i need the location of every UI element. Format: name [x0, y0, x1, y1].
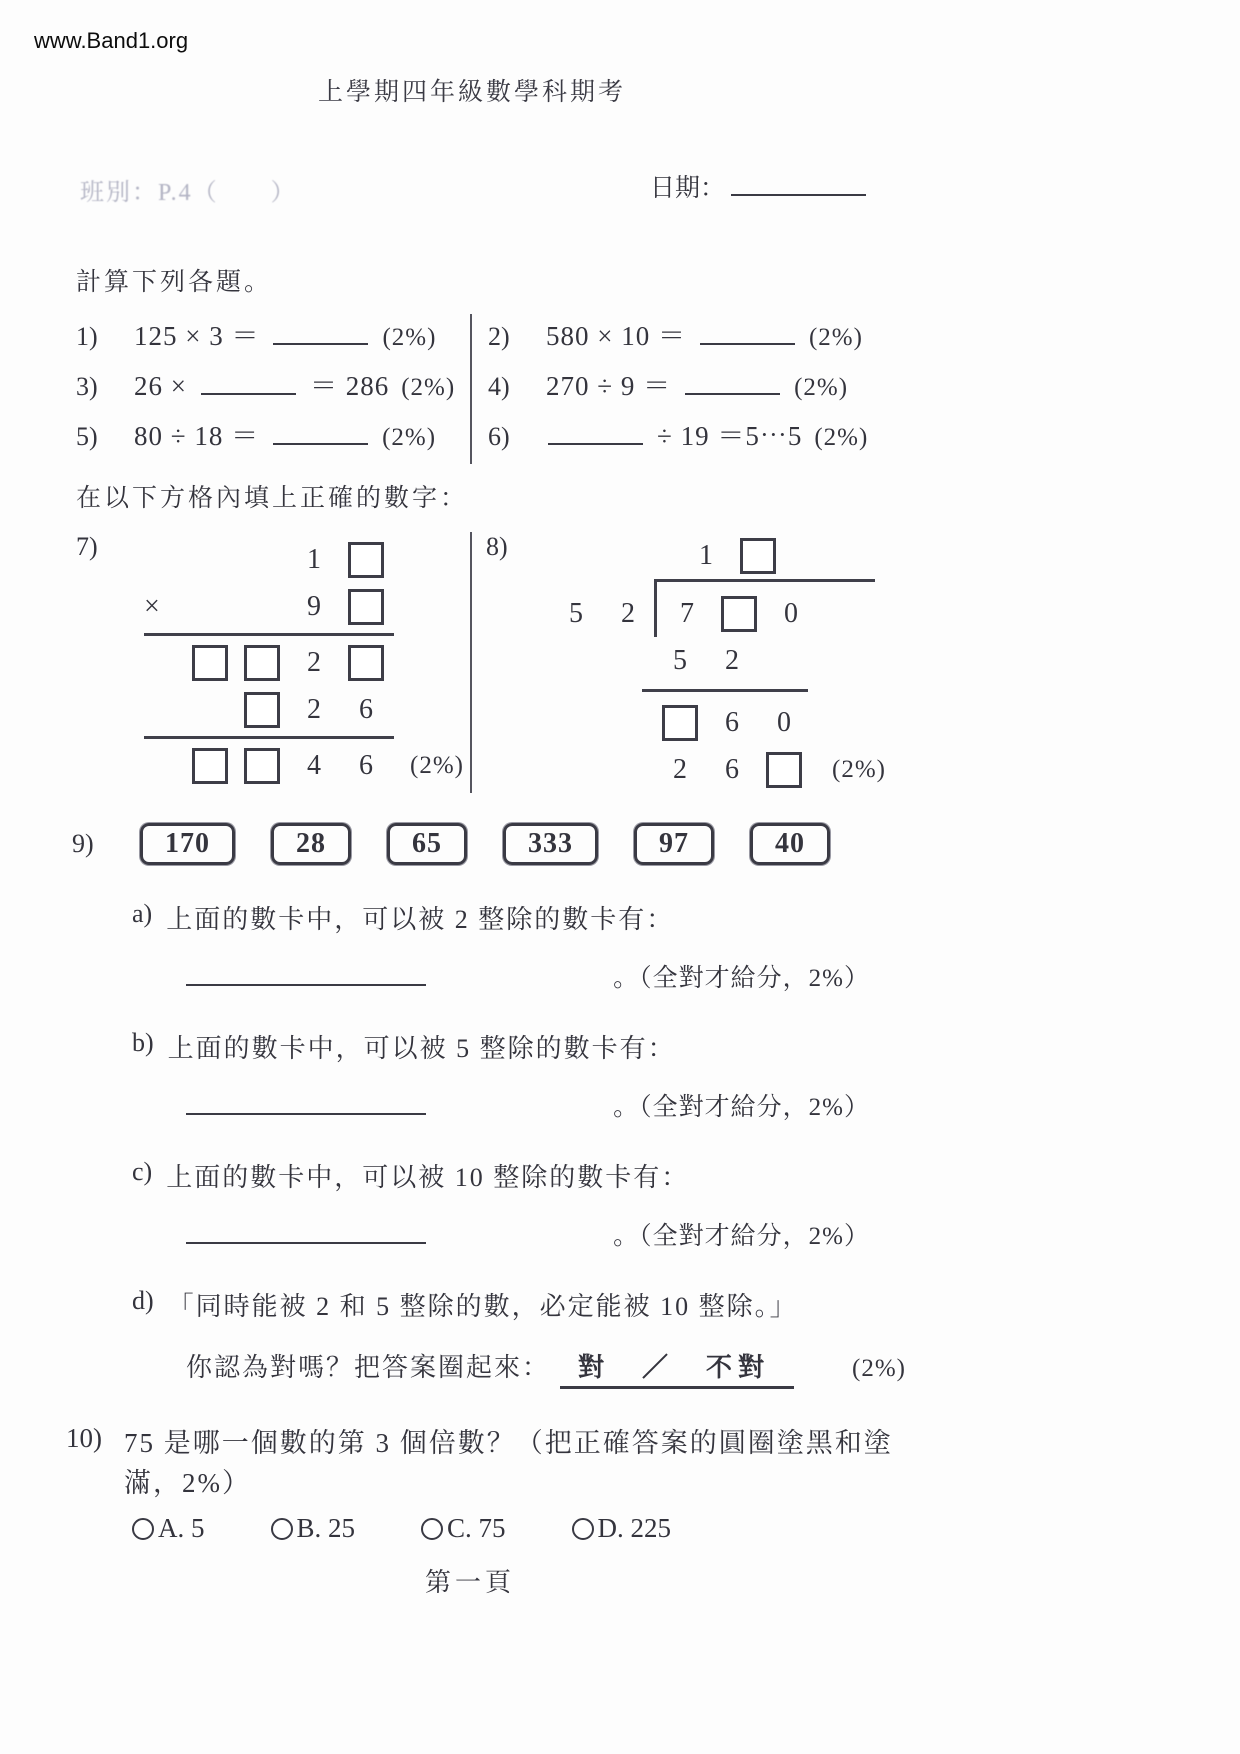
question-3-mark: (2%) [401, 374, 456, 401]
mul-digit: 9 [307, 590, 321, 622]
question-9c-text: 上面的數卡中，可以被 10 整除的數卡有： [166, 1163, 690, 1192]
option-a[interactable] [132, 1513, 205, 1544]
fill-box[interactable] [740, 538, 776, 574]
question-9 [72, 823, 1240, 865]
section1-instruction: 計算下列各題。 [76, 269, 273, 296]
division-work-row-3 [654, 746, 886, 793]
division-bracket [654, 579, 875, 637]
question-9a-label: a) [132, 899, 153, 928]
question-9b-answer-row [186, 1087, 870, 1123]
class-label: 班別：P.4（ ） [80, 180, 297, 206]
question-6-expression-tail: ÷ 19 ＝5⋯5 [657, 421, 803, 451]
question-9b-label: b) [132, 1028, 154, 1057]
number-cards [140, 823, 830, 865]
number-card: 40 [750, 823, 830, 865]
question-10-text-line2: 滿，2%） [124, 1468, 251, 1498]
mul-row-multiplier [144, 583, 464, 630]
division-rule-line [642, 689, 808, 692]
question-7-mark: (2%) [410, 751, 464, 779]
mul-row-multiplicand [144, 536, 464, 583]
mul-cell-empty [236, 536, 288, 583]
mul-cell-empty [184, 583, 236, 630]
question-1-mark: (2%) [382, 324, 437, 351]
question-9c-answer-blank[interactable] [186, 1218, 426, 1244]
div-digit: 2 [725, 644, 739, 676]
question-5-answer-blank[interactable] [273, 419, 368, 445]
question-9d-answer-row [186, 1347, 1240, 1389]
division-worksheet [550, 532, 886, 793]
question-9d-mark: (2%) [852, 1355, 907, 1382]
question-5 [76, 414, 470, 464]
mul-rule-line [144, 736, 394, 739]
mul-digit: 2 [307, 646, 321, 678]
division-main-row [550, 579, 886, 637]
question-9c [132, 1157, 1240, 1194]
question-3-expression-tail: ＝ 286 [309, 371, 390, 401]
question-9b-text: 上面的數卡中，可以被 5 整除的數卡有： [167, 1034, 676, 1063]
mul-cell [340, 639, 392, 686]
question-9d-prompt: 你認為對嗎？把答案圈起來： [186, 1353, 551, 1382]
page-number: 第一頁 [424, 1568, 515, 1597]
question-1 [76, 314, 470, 364]
fill-box[interactable] [721, 596, 757, 632]
radio-circle-icon[interactable] [271, 1518, 293, 1540]
date-field [650, 168, 866, 204]
question-4-answer-blank[interactable] [685, 369, 780, 395]
division-work-row-1 [654, 637, 886, 684]
mul-row-partial-1 [144, 639, 464, 686]
question-8-mark: (2%) [832, 755, 886, 783]
question-1-expression: 125 × 3 ＝ [134, 321, 260, 351]
question-2-answer-blank[interactable] [700, 319, 795, 345]
mul-cell [184, 639, 236, 686]
option-b[interactable] [271, 1513, 356, 1544]
number-card: 170 [140, 823, 235, 865]
question-9c-note: 。（全對才給分，2%） [613, 1223, 870, 1250]
division-work-row-2 [654, 699, 886, 746]
question-1-number: 1) [76, 322, 98, 351]
question-10-text [124, 1423, 893, 1503]
option-d-label: D. 225 [597, 1513, 672, 1543]
question-9d-label: d) [132, 1286, 154, 1315]
question-9d [132, 1286, 1240, 1323]
division-quotient-row [680, 532, 886, 579]
multiplication-worksheet [144, 536, 464, 789]
question-5-number: 5) [76, 422, 98, 451]
question-3 [76, 364, 470, 414]
question-6-answer-blank[interactable] [548, 419, 643, 445]
question-9-number: 9) [72, 829, 94, 858]
div-cell [732, 532, 784, 579]
calc-questions [76, 314, 1240, 464]
mul-cell [340, 536, 392, 583]
mul-digit: 1 [307, 543, 321, 575]
watermark: www.Band1.org [34, 28, 189, 53]
question-6-mark: (2%) [814, 424, 869, 451]
mul-digit: 4 [307, 749, 321, 781]
question-2-mark: (2%) [808, 324, 863, 351]
exam-title: 上學期四年級數學科期考 [318, 79, 627, 106]
option-c-label: C. 75 [447, 1513, 506, 1543]
mul-cell [236, 686, 288, 733]
div-digit: 0 [777, 706, 791, 738]
question-9a-answer-row [186, 958, 870, 994]
fill-box[interactable] [766, 752, 802, 788]
radio-circle-icon[interactable] [421, 1518, 443, 1540]
mul-cell [236, 639, 288, 686]
number-card: 65 [387, 823, 467, 865]
question-4-number: 4) [488, 372, 510, 401]
div-cell [713, 590, 765, 637]
question-4 [488, 364, 910, 414]
question-9c-answer-row [186, 1216, 870, 1252]
question-8 [470, 532, 1010, 793]
question-9d-quote: 「同時能被 2 和 5 整除的數，必定能被 10 整除。」 [167, 1292, 798, 1321]
question-9b-note: 。（全對才給分，2%） [613, 1094, 870, 1121]
question-2-number: 2) [488, 322, 510, 351]
question-6 [488, 414, 910, 464]
div-cell [654, 699, 706, 746]
division-work-area [654, 637, 886, 793]
date-answer-blank[interactable] [731, 170, 866, 196]
question-3-answer-blank[interactable] [201, 369, 296, 395]
mul-cell-empty [144, 639, 184, 686]
question-10-number: 10) [66, 1423, 102, 1453]
question-10-text-line1: 75 是哪一個數的第 3 個倍數？（把正確答案的圓圈塗黑和塗 [124, 1428, 893, 1458]
div-dividend-digit: 0 [784, 597, 798, 629]
fill-box[interactable] [348, 645, 384, 681]
question-10-options [132, 1513, 1240, 1544]
date-label: 日期： [650, 175, 726, 202]
mul-cell [340, 583, 392, 630]
question-9c-label: c) [132, 1157, 153, 1186]
question-3-expression: 26 × [134, 371, 187, 401]
question-7 [76, 532, 470, 793]
mul-row-product [144, 742, 464, 789]
question-2-expression: 580 × 10 ＝ [546, 321, 686, 351]
multiply-sign: × [144, 590, 160, 622]
question-1-answer-blank[interactable] [273, 319, 368, 345]
question-4-expression: 270 ÷ 9 ＝ [546, 371, 672, 401]
mul-cell [236, 742, 288, 789]
div-divisor-digit: 5 [569, 597, 583, 629]
question-5-mark: (2%) [382, 424, 437, 451]
mul-cell-empty [184, 686, 236, 733]
div-digit: 5 [673, 644, 687, 676]
question-4-mark: (2%) [794, 374, 849, 401]
div-digit: 1 [699, 539, 713, 571]
fill-box[interactable] [662, 705, 698, 741]
option-a-label: A. 5 [158, 1513, 205, 1543]
question-2 [488, 314, 910, 364]
question-9a-note: 。（全對才給分，2%） [613, 965, 870, 992]
question-9a-answer-blank[interactable] [186, 960, 426, 986]
fill-box[interactable] [192, 748, 228, 784]
div-digit: 2 [673, 753, 687, 785]
number-card: 333 [503, 823, 598, 865]
fill-box[interactable] [348, 589, 384, 625]
div-divisor-digit: 2 [621, 597, 635, 629]
question-9a-text: 上面的數卡中，可以被 2 整除的數卡有： [166, 905, 675, 934]
true-false-choice[interactable]: 對 ／ 不對 [560, 1347, 794, 1389]
mul-digit: 6 [359, 749, 373, 781]
question-5-expression: 80 ÷ 18 ＝ [134, 421, 260, 451]
header-row [0, 168, 1240, 210]
div-digit: 6 [725, 753, 739, 785]
calc-column-left [76, 314, 470, 464]
question-10 [66, 1423, 1240, 1503]
mul-row-partial-2 [144, 686, 464, 733]
radio-circle-icon[interactable] [132, 1518, 154, 1540]
mul-cell-empty [144, 536, 184, 583]
mul-digit: 6 [359, 693, 373, 725]
mul-cell-empty [144, 742, 184, 789]
div-digit: 6 [725, 706, 739, 738]
option-d[interactable] [572, 1513, 672, 1544]
div-dividend-digit: 7 [680, 597, 694, 629]
question-8-number: 8) [486, 532, 508, 561]
option-c[interactable] [421, 1513, 506, 1544]
fill-box[interactable] [244, 692, 280, 728]
question-6-number: 6) [488, 422, 510, 451]
calc-column-right [470, 314, 910, 464]
div-cell [758, 746, 810, 793]
div-cell-empty [758, 637, 810, 684]
mul-cell [184, 742, 236, 789]
fill-box[interactable] [348, 542, 384, 578]
mul-cell-empty [184, 536, 236, 583]
question-3-number: 3) [76, 372, 98, 401]
fill-box[interactable] [244, 748, 280, 784]
radio-circle-icon[interactable] [572, 1518, 594, 1540]
question-9a [132, 899, 1240, 936]
question-9b [132, 1028, 1240, 1065]
worksheet-questions [76, 532, 1240, 793]
option-b-label: B. 25 [296, 1513, 356, 1543]
section2-instruction: 在以下方格內填上正確的數字： [76, 485, 469, 512]
number-card: 28 [271, 823, 351, 865]
mul-rule-line [144, 633, 394, 636]
question-9b-answer-blank[interactable] [186, 1089, 426, 1115]
mul-cell-empty [236, 583, 288, 630]
mul-digit: 2 [307, 693, 321, 725]
question-7-number: 7) [76, 532, 98, 561]
mul-cell-empty [144, 686, 184, 733]
fill-box[interactable] [244, 645, 280, 681]
fill-box[interactable] [192, 645, 228, 681]
number-card: 97 [634, 823, 714, 865]
